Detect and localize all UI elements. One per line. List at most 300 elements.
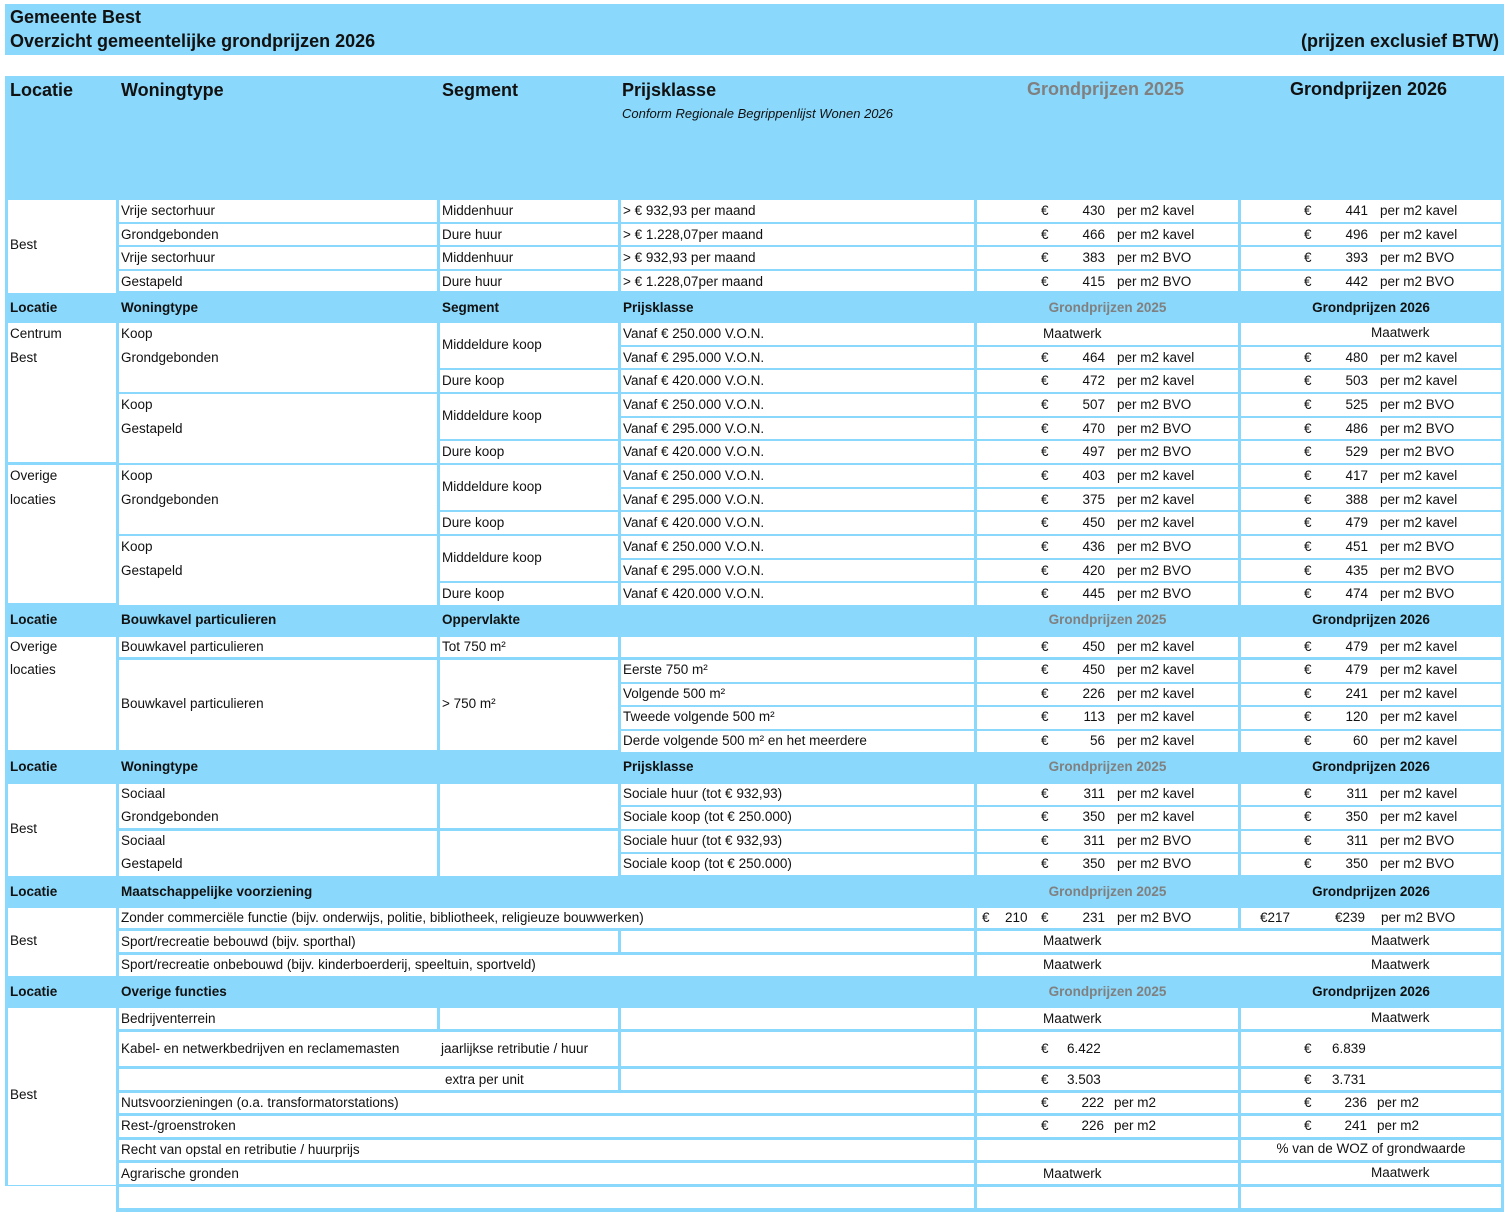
price-2026-value: 393 — [1345, 250, 1368, 265]
price-2026-value: 442 — [1345, 274, 1368, 289]
price-2025-currency: € — [1041, 227, 1049, 242]
woningtype-line1: Koop — [121, 397, 153, 412]
price-2025a-currency: € — [982, 910, 990, 925]
price-2026-cell — [1241, 1116, 1501, 1137]
hdr-prices-2026: Grondprijzen 2026 — [1312, 759, 1430, 774]
prijsklasse: > € 932,93 per maand — [623, 250, 756, 265]
price-2025-unit: per m2 — [1114, 1095, 1157, 1110]
price-2025-unit: per m2 BVO — [1117, 833, 1192, 848]
price-2025-cell — [977, 370, 1238, 392]
price-2026-currency: € — [1304, 468, 1312, 483]
woningtype-line2: Grondgebonden — [121, 350, 219, 365]
empty-cell — [977, 1187, 1238, 1208]
price-2025-unit: per m2 BVO — [1117, 586, 1192, 601]
price-2026-unit: per m2 BVO — [1381, 910, 1456, 925]
price-2025-value: 466 — [1082, 227, 1105, 242]
hdr-locatie: Locatie — [10, 300, 58, 315]
price-2025-unit: per m2 kavel — [1117, 786, 1195, 801]
woningtype: Vrije sectorhuur — [121, 250, 216, 265]
price-2026-unit: per m2 kavel — [1380, 373, 1458, 388]
hdr-woningtype: Woningtype — [121, 759, 198, 774]
price-2026-cell — [1241, 583, 1501, 605]
price-2026-currency: € — [1304, 786, 1312, 801]
maatwerk-2026: Maatwerk — [1371, 1010, 1430, 1025]
price-2025-value: 450 — [1082, 515, 1105, 530]
price-2025-cell — [977, 560, 1238, 581]
prijsklasse: > € 1.228,07per maand — [623, 227, 763, 242]
price-2026-value: 525 — [1345, 397, 1368, 412]
price-2025-currency: € — [1041, 856, 1049, 871]
functie-label: Bedrijventerrein — [121, 1011, 216, 1026]
price-2026-cell — [1241, 684, 1501, 705]
woz-percentage: % van de WOZ of grondwaarde — [1276, 1141, 1466, 1156]
price-2026-unit: per m2 kavel — [1380, 492, 1458, 507]
woningtype-line2: Gestapeld — [121, 421, 183, 436]
price-2025-cell — [977, 1163, 1238, 1184]
price-2026-unit: per m2 kavel — [1380, 709, 1458, 724]
price-2026-currency: € — [1304, 539, 1312, 554]
woningtype-line2: Gestapeld — [121, 563, 183, 578]
maatwerk-2026: Maatwerk — [1371, 1165, 1430, 1180]
price-2026-cell — [1241, 536, 1501, 558]
price-2026-cell — [1241, 247, 1501, 269]
segment-middeldure: Middeldure koop — [442, 479, 542, 494]
hdr-segment: Segment — [442, 300, 500, 315]
segment: Middenhuur — [442, 250, 514, 265]
hdr-prices-2026: Grondprijzen 2026 — [1312, 612, 1430, 627]
price-2025-cell — [977, 1116, 1238, 1137]
price-2026-cell — [1241, 660, 1501, 682]
locatie-line2: locaties — [10, 492, 56, 507]
functie-label: Agrarische gronden — [121, 1166, 239, 1181]
price-2026-cell — [1241, 560, 1501, 581]
voorziening-label: Sport/recreatie bebouwd (bijv. sporthal) — [121, 934, 356, 949]
price-2026-currency: € — [1304, 274, 1312, 289]
price-2025-currency: € — [1041, 350, 1049, 365]
woningtype-line1: Koop — [121, 468, 153, 483]
segment: Dure huur — [442, 274, 503, 289]
price-2025-cell — [977, 224, 1238, 245]
price-2025b-unit: per m2 BVO — [1117, 910, 1192, 925]
functie-cell — [119, 1116, 974, 1137]
price-2025-value: 450 — [1082, 662, 1105, 677]
price-2026-unit: per m2 BVO — [1380, 833, 1455, 848]
price-2026-value: 474 — [1345, 586, 1368, 601]
price-2025-value: 497 — [1082, 444, 1105, 459]
col-prijsklasse-sub: Conform Regionale Begrippenlijst Wonen 2026 — [622, 106, 893, 121]
price-2025-value: 450 — [1082, 639, 1105, 654]
price-2025-currency: € — [1041, 421, 1049, 436]
price-2025-value: 311 — [1083, 833, 1105, 848]
price-2026-cell — [1241, 731, 1501, 752]
maatwerk-2025: Maatwerk — [1043, 1011, 1102, 1026]
prijsklasse: Sociale huur (tot € 932,93) — [623, 786, 783, 801]
hdr-prijsklasse: Prijsklasse — [623, 300, 694, 315]
locatie-best: Best — [10, 933, 38, 948]
price-2026-value: 311 — [1346, 833, 1368, 848]
vat-note: (prijzen exclusief BTW) — [1300, 31, 1499, 51]
price-2026-cell — [1241, 831, 1501, 852]
price-2025-cell — [977, 1093, 1238, 1113]
price-2025-value: 470 — [1082, 421, 1105, 436]
price-2025-currency: € — [1041, 833, 1049, 848]
price-2025-currency: € — [1041, 203, 1049, 218]
price-2026-currency: € — [1304, 662, 1312, 677]
price-2026-value: 388 — [1345, 492, 1368, 507]
woningtype-line1: Koop — [121, 326, 153, 341]
price-2026-currency: € — [1304, 733, 1312, 748]
locatie-cell — [8, 465, 116, 603]
price-2026-unit: per m2 BVO — [1380, 421, 1455, 436]
price-2026-value: 503 — [1345, 373, 1368, 388]
functie-label: Nutsvoorzieningen (o.a. transformatorstations) — [121, 1095, 399, 1110]
price-2025-currency: € — [1041, 250, 1049, 265]
maatwerk-2025: Maatwerk — [1043, 957, 1102, 972]
price-2025-cell — [977, 684, 1238, 705]
hdr-bouwkavel: Bouwkavel particulieren — [121, 612, 277, 627]
price-2025-value: 464 — [1082, 350, 1105, 365]
price-2026-currency: € — [1304, 563, 1312, 578]
price-2026-value: 451 — [1345, 539, 1368, 554]
woningtype: Grondgebonden — [121, 809, 219, 824]
locatie-line1: Overige — [10, 639, 58, 654]
functie-sub: jaarlijkse retributie / huur — [441, 1041, 589, 1056]
price-2025-cell — [977, 660, 1238, 682]
price-2026-value: 480 — [1345, 350, 1368, 365]
locatie-best: Best — [10, 821, 38, 836]
woningtype: Sociaal — [121, 833, 166, 848]
functie-label: Kabel- en netwerkbedrijven en reclamemasten — [121, 1041, 400, 1056]
hdr-prices-2025: Grondprijzen 2025 — [1048, 884, 1167, 899]
woningtype: Grondgebonden — [121, 227, 219, 242]
prijsklasse: > € 932,93 per maand — [623, 203, 756, 218]
price-2025-unit: per m2 BVO — [1117, 250, 1192, 265]
tier-label: Eerste 750 m² — [623, 662, 708, 677]
empty-cell — [621, 1032, 974, 1066]
price-2026-cell — [1241, 1093, 1501, 1113]
hdr-prices-2026: Grondprijzen 2026 — [1312, 984, 1430, 999]
locatie-best: Best — [10, 237, 38, 252]
hdr-overige-functies: Overige functies — [121, 984, 227, 999]
maatwerk-2026: Maatwerk — [1371, 933, 1430, 948]
hdr-locatie: Locatie — [10, 984, 58, 999]
price-2025-currency: € — [1041, 809, 1049, 824]
price-2025-cell — [977, 731, 1238, 752]
price-2025-unit: per m2 kavel — [1117, 639, 1195, 654]
hdr-prices-2026: Grondprijzen 2026 — [1312, 884, 1430, 899]
price-2025-currency: € — [1041, 397, 1049, 412]
price-2026-currency: € — [1304, 444, 1312, 459]
price-2026-unit: per m2 kavel — [1380, 515, 1458, 530]
price-2025-currency: € — [1041, 1118, 1049, 1133]
price-2025-unit: per m2 BVO — [1117, 421, 1192, 436]
price-2025-cell — [977, 323, 1238, 345]
segment: Middenhuur — [442, 203, 514, 218]
col-segment: Segment — [442, 80, 519, 100]
price-2025-unit: per m2 kavel — [1117, 733, 1195, 748]
price-2025-cell — [977, 418, 1238, 439]
price-2025-cell — [977, 854, 1238, 875]
hdr-prices-2025: Grondprijzen 2025 — [1048, 759, 1167, 774]
col-prices-2025: Grondprijzen 2025 — [1027, 79, 1185, 99]
price-2026-cell — [1241, 271, 1501, 291]
price-2026-value: 241 — [1345, 686, 1368, 701]
price-2026-unit: per m2 — [1377, 1095, 1420, 1110]
price-2026a: €217 — [1260, 910, 1291, 925]
empty-cell — [621, 931, 974, 952]
segment-middeldure: Middeldure koop — [442, 408, 542, 423]
price-2025-value: 403 — [1082, 468, 1105, 483]
functie-cell — [119, 1163, 974, 1184]
price-2026-value: 479 — [1345, 662, 1368, 677]
price-2026-cell — [1241, 200, 1501, 222]
price-2025-value: 375 — [1082, 492, 1105, 507]
price-2026-unit: per m2 BVO — [1380, 539, 1455, 554]
hdr-woningtype: Woningtype — [121, 300, 198, 315]
price-2026-unit: per m2 BVO — [1380, 274, 1455, 289]
price-2026-value: 486 — [1345, 421, 1368, 436]
prijsklasse: Vanaf € 295.000 V.O.N. — [623, 421, 765, 436]
price-2026-currency: € — [1304, 833, 1312, 848]
price-2025-currency: € — [1041, 639, 1049, 654]
page-title: Overzicht gemeentelijke grondprijzen 2026 — [10, 31, 376, 51]
price-2026-cell — [1241, 441, 1501, 463]
price-2026-cell — [1241, 489, 1501, 510]
price-2025-cell — [977, 441, 1238, 463]
prijsklasse: Sociale huur (tot € 932,93) — [623, 833, 783, 848]
woningtype: Vrije sectorhuur — [121, 203, 216, 218]
prijsklasse: Vanaf € 250.000 V.O.N. — [623, 539, 765, 554]
price-2026-unit: per m2 kavel — [1380, 350, 1458, 365]
price-2026b: €239 — [1335, 910, 1366, 925]
price-2026-cell — [1241, 637, 1501, 657]
price-2026-unit: per m2 BVO — [1380, 250, 1455, 265]
segment-dure: Dure koop — [442, 586, 505, 601]
woningtype-line1: Koop — [121, 539, 153, 554]
price-2026-currency: € — [1304, 586, 1312, 601]
hdr-locatie: Locatie — [10, 884, 58, 899]
price-2025-unit: per m2 kavel — [1117, 203, 1195, 218]
price-2026-unit: per m2 kavel — [1380, 809, 1458, 824]
empty-cell — [621, 1069, 974, 1090]
price-2025-currency: € — [1041, 539, 1049, 554]
locatie-line2: Best — [10, 350, 38, 365]
price-2026-unit: per m2 BVO — [1380, 586, 1455, 601]
prijsklasse-cell — [621, 637, 974, 657]
price-2025-currency: € — [1041, 786, 1049, 801]
price-2025-currency: € — [1041, 274, 1049, 289]
price-2025-currency: € — [1041, 373, 1049, 388]
price-2025-cell — [977, 512, 1238, 534]
price-2025-unit: per m2 kavel — [1117, 468, 1195, 483]
locatie-cell — [8, 323, 116, 462]
price-2025-unit: per m2 kavel — [1117, 492, 1195, 507]
price-2025-value: 113 — [1083, 709, 1105, 724]
price-2026-currency: € — [1304, 1095, 1312, 1110]
tier-label: Volgende 500 m² — [623, 686, 726, 701]
price-2026-unit: per m2 kavel — [1380, 639, 1458, 654]
price-2025-currency: € — [1041, 1072, 1049, 1087]
price-2026-value: 350 — [1345, 809, 1368, 824]
segment: Dure huur — [442, 227, 503, 242]
tier-label: Tweede volgende 500 m² — [623, 709, 775, 724]
prijsklasse: Vanaf € 420.000 V.O.N. — [623, 586, 765, 601]
price-2026-unit: per m2 kavel — [1380, 686, 1458, 701]
maatwerk-2025: Maatwerk — [1043, 1166, 1102, 1181]
price-2025b-currency: € — [1041, 910, 1049, 925]
price-2026-currency: € — [1304, 492, 1312, 507]
price-2025-cell — [977, 807, 1238, 829]
price-2025-currency: € — [1041, 515, 1049, 530]
maatwerk-2026: Maatwerk — [1371, 325, 1430, 340]
price-2025-unit: per m2 BVO — [1117, 563, 1192, 578]
price-2025-value: 3.503 — [1067, 1072, 1101, 1087]
segment-dure: Dure koop — [442, 373, 505, 388]
bouwkavel-type: Bouwkavel particulieren — [121, 696, 264, 711]
price-2025-value: 350 — [1082, 809, 1105, 824]
price-2026-value: 435 — [1345, 563, 1368, 578]
prijsklasse: Vanaf € 420.000 V.O.N. — [623, 515, 765, 530]
prijsklasse: Vanaf € 250.000 V.O.N. — [623, 326, 765, 341]
segment-dure: Dure koop — [442, 515, 505, 530]
hdr-locatie: Locatie — [10, 612, 58, 627]
price-2026-currency: € — [1304, 397, 1312, 412]
locatie-line2: locaties — [10, 662, 56, 677]
price-2025-unit: per m2 kavel — [1117, 662, 1195, 677]
price-2025-cell — [977, 637, 1238, 657]
hdr-prices-2025: Grondprijzen 2025 — [1048, 612, 1167, 627]
prijsklasse: Vanaf € 250.000 V.O.N. — [623, 468, 765, 483]
prijsklasse: Vanaf € 295.000 V.O.N. — [623, 563, 765, 578]
hdr-locatie: Locatie — [10, 759, 58, 774]
price-2026-cell — [1241, 854, 1501, 875]
price-2026-currency: € — [1304, 709, 1312, 724]
hdr-prices-2025: Grondprijzen 2025 — [1048, 300, 1167, 315]
functie-label: Recht van opstal en retributie / huurprijs — [121, 1142, 360, 1157]
price-2025-cell — [977, 831, 1238, 852]
price-2026-value: 3.731 — [1332, 1072, 1366, 1087]
price-2025-value: 472 — [1082, 373, 1105, 388]
hdr-prices-2026: Grondprijzen 2026 — [1312, 300, 1430, 315]
bouwkavel-type: Bouwkavel particulieren — [121, 639, 264, 654]
price-2026-cell — [1241, 347, 1501, 368]
price-2026-value: 479 — [1345, 639, 1368, 654]
price-2025-unit: per m2 BVO — [1117, 397, 1192, 412]
price-2025-value: 350 — [1082, 856, 1105, 871]
prijsklasse: Vanaf € 295.000 V.O.N. — [623, 492, 765, 507]
functie-cell — [119, 1069, 618, 1090]
price-2026-cell — [1241, 465, 1501, 487]
price-2026-value: 479 — [1345, 515, 1368, 530]
price-2025-unit: per m2 kavel — [1117, 515, 1195, 530]
prijsklasse: > € 1.228,07per maand — [623, 274, 763, 289]
price-2026-cell — [1241, 1032, 1501, 1066]
price-2026-cell — [1241, 1069, 1501, 1090]
empty-cell — [1241, 1187, 1501, 1208]
price-2026-value: 496 — [1345, 227, 1368, 242]
price-2025-value: 383 — [1082, 250, 1105, 265]
price-2026-currency: € — [1304, 350, 1312, 365]
price-2026-currency: € — [1304, 1072, 1312, 1087]
price-2026-value: 350 — [1345, 856, 1368, 871]
price-2025-cell — [977, 465, 1238, 487]
woningtype: Sociaal — [121, 786, 166, 801]
price-2025-value: 226 — [1082, 686, 1105, 701]
price-2026-unit: per m2 BVO — [1380, 444, 1455, 459]
price-2026-cell — [1241, 707, 1501, 729]
locatie-best: Best — [10, 1087, 38, 1102]
price-2025-currency: € — [1041, 662, 1049, 677]
price-2025-value: 6.422 — [1067, 1041, 1101, 1056]
locatie-line1: Overige — [10, 468, 58, 483]
price-2025-unit: per m2 BVO — [1117, 539, 1192, 554]
price-2025-currency: € — [1041, 563, 1049, 578]
price-2025-value: 507 — [1082, 397, 1105, 412]
price-2025-cell — [977, 1140, 1238, 1160]
price-2026-cell — [1241, 370, 1501, 392]
price-2026-currency: € — [1304, 1041, 1312, 1056]
col-prijsklasse: Prijsklasse — [622, 80, 717, 100]
price-2026-value: 417 — [1345, 468, 1368, 483]
price-2025-cell — [977, 271, 1238, 291]
price-2026-unit: per m2 kavel — [1380, 203, 1458, 218]
price-2025-cell — [977, 200, 1238, 222]
woningtype: Gestapeld — [121, 856, 183, 871]
maatwerk-2025: Maatwerk — [1043, 326, 1102, 341]
oppervlakte: Tot 750 m² — [442, 639, 506, 654]
price-2025-cell — [977, 707, 1238, 729]
woningtype-line2: Grondgebonden — [121, 492, 219, 507]
col-prices-2026: Grondprijzen 2026 — [1290, 79, 1448, 99]
price-2026-cell — [1241, 394, 1501, 416]
price-2026-unit: per m2 BVO — [1380, 397, 1455, 412]
price-2025-unit: per m2 BVO — [1117, 856, 1192, 871]
price-2025-currency: € — [1041, 709, 1049, 724]
price-2026-unit: per m2 kavel — [1380, 227, 1458, 242]
price-2025-value: 420 — [1082, 563, 1105, 578]
oppervlakte: > 750 m² — [442, 696, 496, 711]
price-2025-currency: € — [1041, 686, 1049, 701]
price-2026-unit: per m2 — [1377, 1118, 1420, 1133]
segment-dure: Dure koop — [442, 444, 505, 459]
locatie-line1: Centrum — [10, 326, 62, 341]
prijsklasse: Sociale koop (tot € 250.000) — [623, 809, 792, 824]
price-2025-unit: per m2 kavel — [1117, 373, 1195, 388]
price-2026-currency: € — [1304, 421, 1312, 436]
price-2025-value: 445 — [1082, 586, 1105, 601]
table-header — [5, 76, 1504, 198]
price-2026-value: 241 — [1344, 1118, 1367, 1133]
hdr-oppervlakte: Oppervlakte — [442, 612, 521, 627]
price-2026-currency: € — [1304, 686, 1312, 701]
price-2026-currency: € — [1304, 203, 1312, 218]
price-2025-value: 56 — [1089, 733, 1105, 748]
maatwerk-2026: Maatwerk — [1371, 957, 1430, 972]
price-2025-cell — [977, 347, 1238, 368]
col-locatie: Locatie — [10, 80, 74, 100]
price-2026-currency: € — [1304, 373, 1312, 388]
price-2025-cell — [977, 489, 1238, 510]
price-2026-cell — [1241, 807, 1501, 829]
price-2026-unit: per m2 BVO — [1380, 856, 1455, 871]
price-2026-cell — [1241, 224, 1501, 245]
price-2025-currency: € — [1041, 1095, 1049, 1110]
price-2026-value: 60 — [1352, 733, 1368, 748]
price-2026-value: 236 — [1344, 1095, 1367, 1110]
price-2025-value: 226 — [1081, 1118, 1104, 1133]
price-2025-value: 430 — [1082, 203, 1105, 218]
prijsklasse: Vanaf € 250.000 V.O.N. — [623, 397, 765, 412]
